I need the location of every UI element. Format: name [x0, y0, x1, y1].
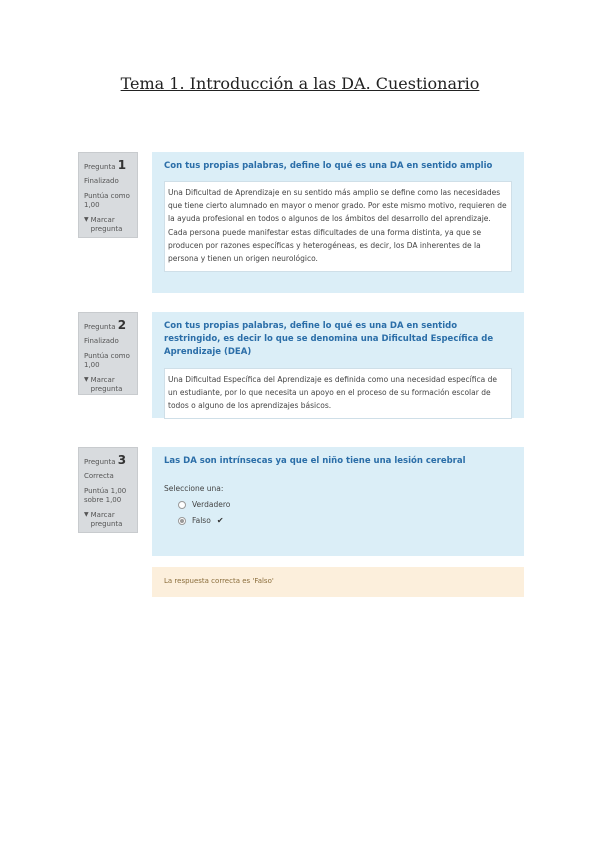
flag-label[interactable]: Marcar pregunta — [90, 215, 123, 233]
option-falso[interactable] — [178, 516, 512, 525]
question-text: Con tus propias palabras, define lo qué es una DA en sentido restringido, es decir lo que se denomina una Dificultad Específica de Aprendizaje (DEA) — [164, 321, 494, 358]
question-state: Finalizado — [84, 337, 119, 346]
question-label: Pregunta — [84, 323, 116, 331]
flag-question-link[interactable] — [84, 511, 134, 530]
question-1-content — [152, 152, 524, 293]
question-number-value: 1 — [117, 158, 127, 172]
question-2-info — [78, 312, 138, 395]
question-number — [84, 157, 134, 173]
question-number — [84, 317, 134, 333]
flag-icon[interactable]: ▼ — [84, 375, 89, 383]
radio-button-selected[interactable] — [178, 517, 186, 525]
question-mark: Puntúa como 1,00 — [84, 191, 130, 210]
question-state: Correcta — [84, 472, 114, 481]
question-1-info — [78, 152, 138, 238]
flag-icon[interactable]: ▼ — [84, 510, 89, 518]
feedback-box: La respuesta correcta es 'Falso' — [152, 567, 524, 597]
question-text: Con tus propias palabras, define lo qué es una DA en sentido amplio — [164, 161, 493, 171]
option-verdadero[interactable] — [178, 500, 512, 509]
question-number-value: 3 — [117, 453, 127, 467]
option-label[interactable]: Falso — [192, 516, 211, 526]
flag-question-link[interactable] — [84, 376, 134, 395]
select-prompt: Seleccione una: — [164, 484, 224, 494]
radio-button[interactable] — [178, 501, 186, 509]
question-text: Las DA son intrínsecas ya que el niño tiene una lesión cerebral — [164, 456, 466, 466]
option-label[interactable]: Verdadero — [192, 500, 231, 510]
flag-label[interactable]: Marcar pregunta — [90, 375, 123, 393]
check-icon: ✔ — [216, 516, 224, 526]
question-3-content — [152, 447, 524, 556]
flag-label[interactable]: Marcar pregunta — [90, 510, 123, 528]
question-3-info — [78, 447, 138, 533]
essay-answer[interactable]: Una Dificultad Específica del Aprendizaje es definida como una necesidad específica de un estudiante, por lo que necesita un apoyo en el proceso de su formación escolar de todos o alguno de los aprendizajes básicos. — [164, 368, 512, 419]
question-number — [84, 452, 134, 468]
flag-icon[interactable]: ▼ — [84, 215, 89, 223]
question-mark: Puntúa como 1,00 — [84, 351, 130, 370]
question-mark: Puntúa 1,00 sobre 1,00 — [84, 486, 127, 505]
essay-answer[interactable]: Una Dificultad de Aprendizaje en su sentido más amplio se define como las necesidades que tiene cierto alumnado en mayor o menor grado. Por este mismo motivo, requieren de la ayuda profesional en todos o algunos de los ámbitos del desarrollo del aprendizaje. Cada persona puede manifestar estas dificultades de una forma distinta, ya que se producen por razones específicas y heterogéneas, es decir, los DA inherentes de la persona y tienen un origen neurológico. — [164, 181, 512, 272]
question-label: Pregunta — [84, 458, 116, 466]
page-title: Tema 1. Introducción a las DA. Cuestionario — [120, 74, 480, 93]
question-label: Pregunta — [84, 163, 116, 171]
question-2-content — [152, 312, 524, 418]
flag-question-link[interactable] — [84, 216, 134, 235]
question-state: Finalizado — [84, 177, 119, 186]
question-number-value: 2 — [117, 318, 127, 332]
